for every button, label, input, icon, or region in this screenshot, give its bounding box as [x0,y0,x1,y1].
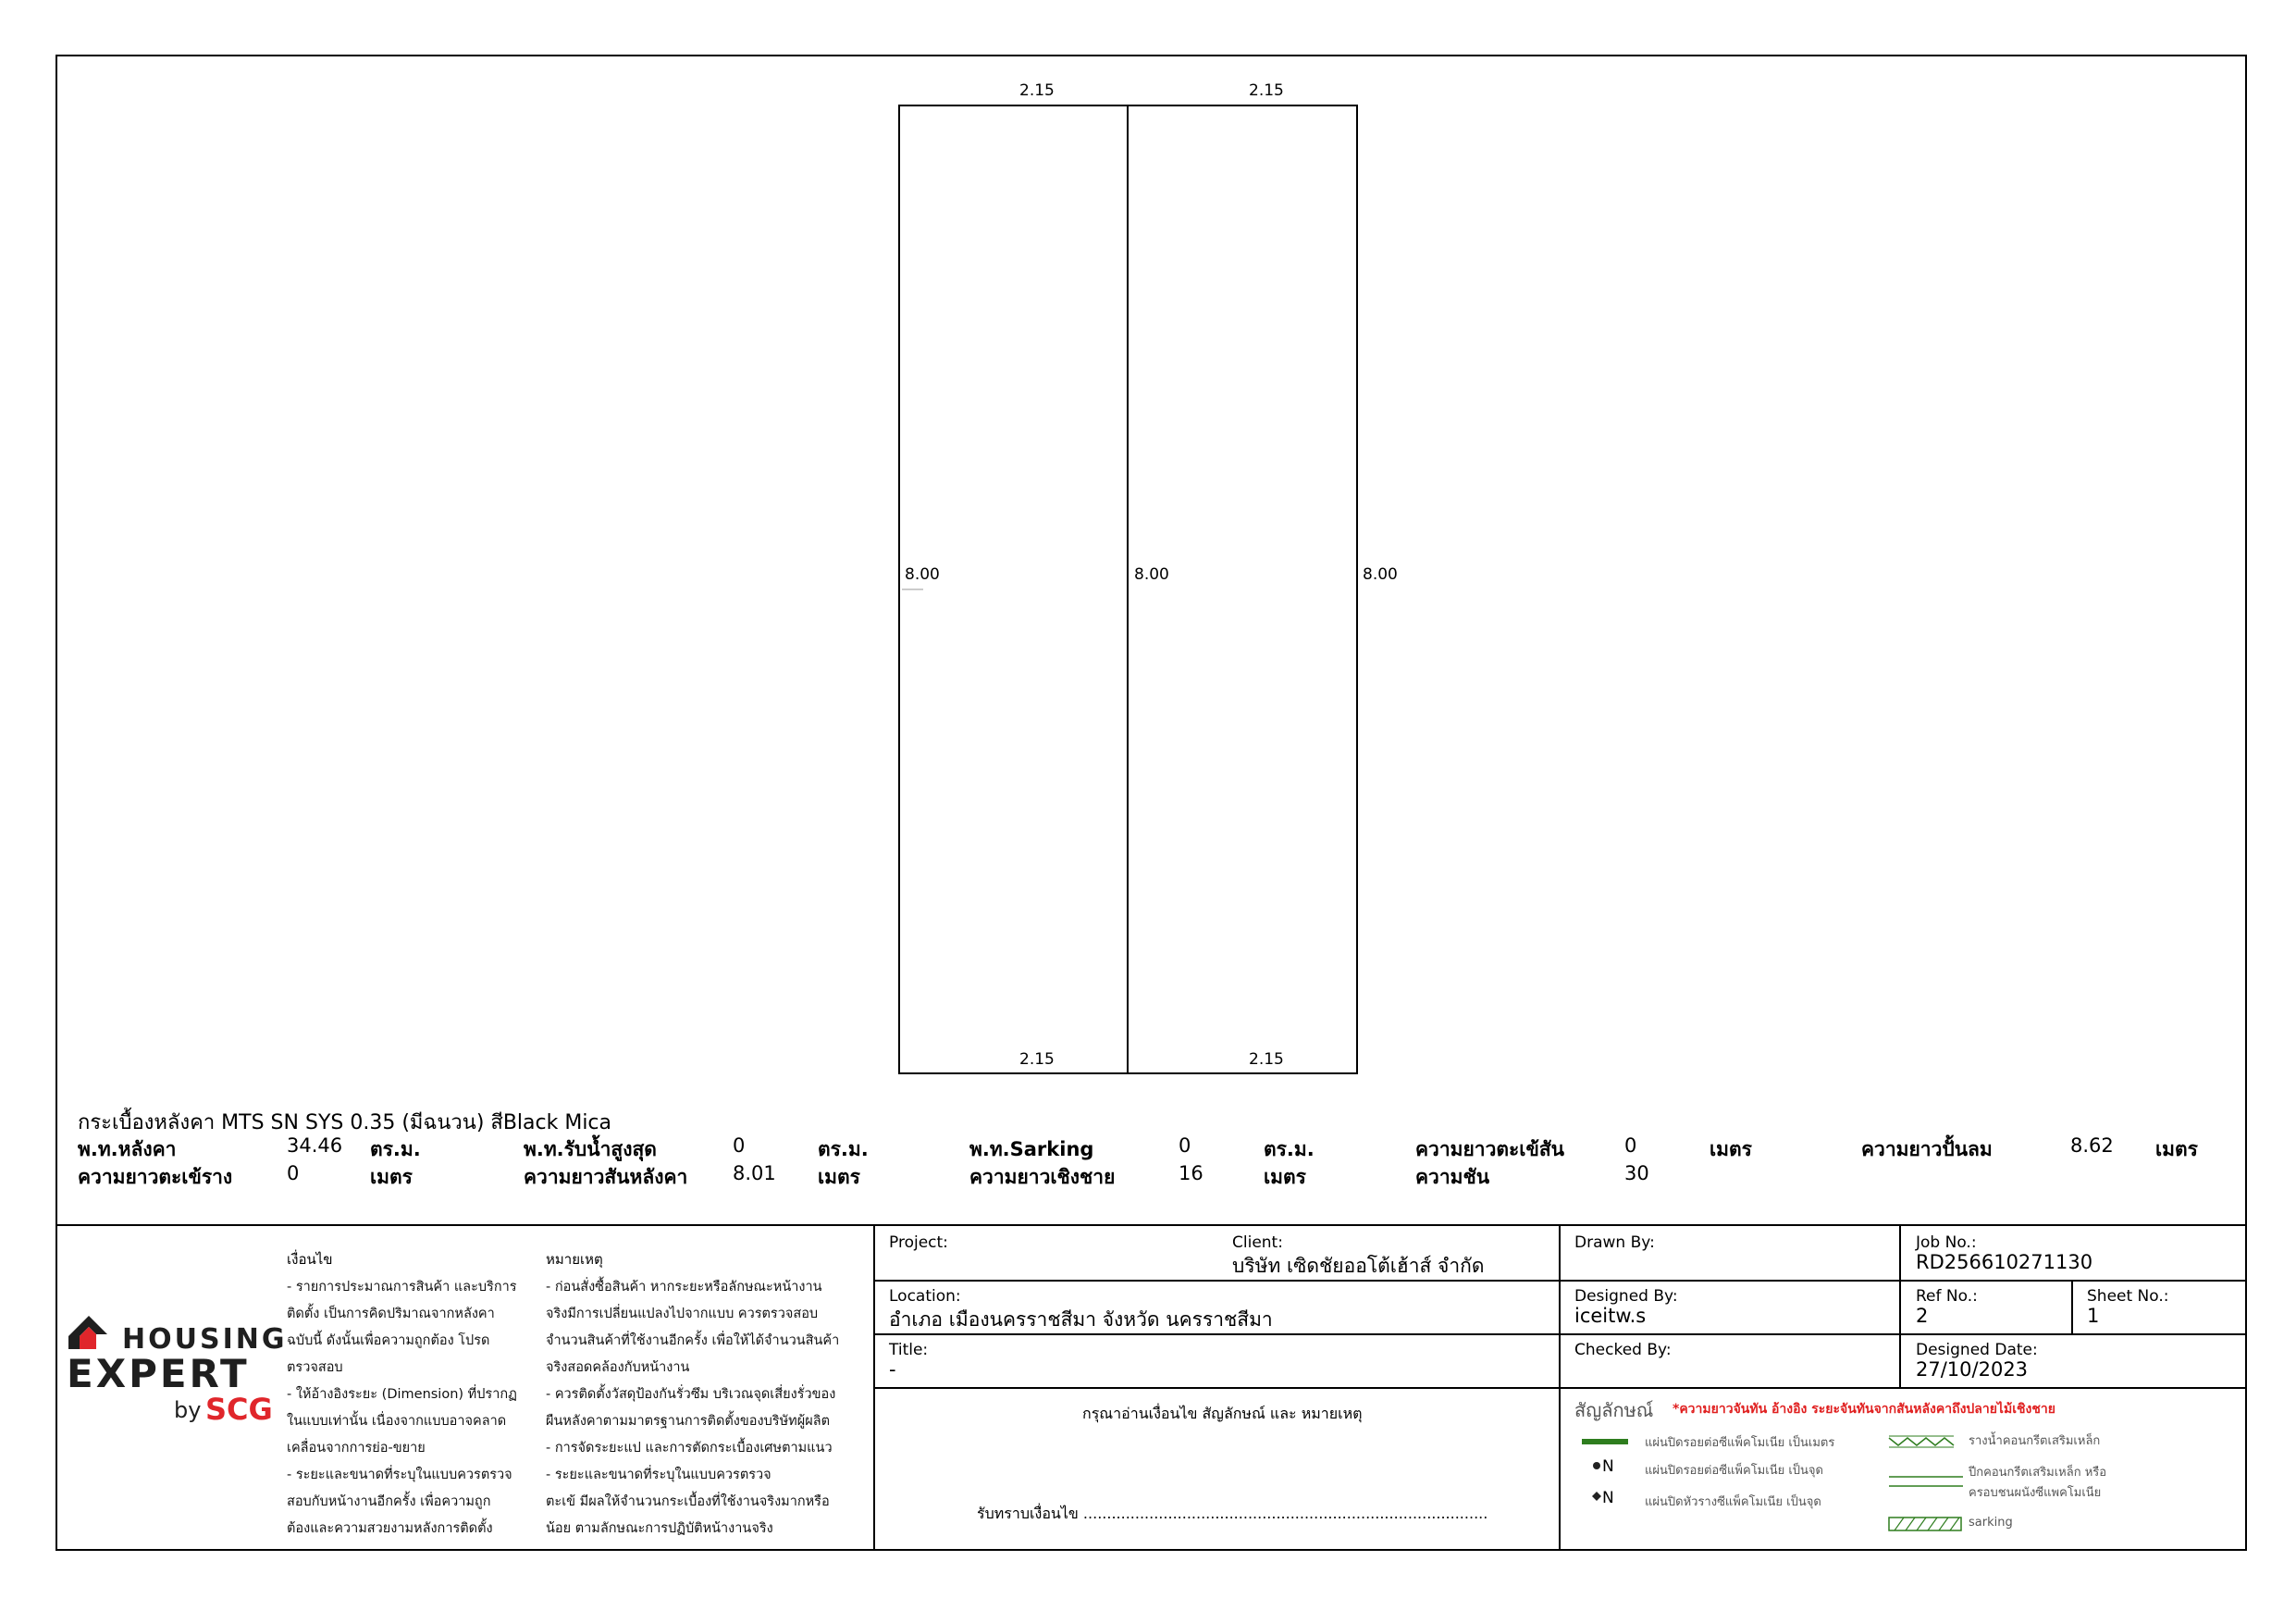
legend-note: *ความยาวจันทัน อ้างอิง ระยะจันทันจากสันหลังคาถึงปลายไม้เชิงชาย [1673,1402,2055,1417]
conditions-line: - ระยะและขนาดที่ระบุในแบบควรตรวจ [287,1468,512,1482]
designed-date-value: 27/10/2023 [1916,1358,2029,1381]
remarks-line: - ระยะและขนาดที่ระบุในแบบควรตรวจ [546,1468,772,1482]
dim-bottom-left: 2.15 [1019,1050,1055,1069]
stat-label: ความยาวสันหลังคา [524,1166,688,1188]
stat-label: พ.ท.รับน้ำสูงสุด [524,1138,657,1160]
legend-heading: สัญลักษณ์ [1574,1399,1654,1421]
conditions-line: ฉบับนี้ ดังนั้นเพื่อความถูกต้อง โปรด [287,1333,490,1348]
stat-unit: เมตร [2155,1138,2198,1160]
conditions-line: ติดตั้ง เป็นการคิดปริมาณจากหลังคา [287,1307,495,1321]
stat-unit: ตร.ม. [370,1138,421,1160]
sheet-no-label: Sheet No.: [2087,1287,2169,1306]
remarks-heading: หมายเหตุ [546,1251,603,1268]
legend-dot-icon [1593,1462,1600,1469]
location-label: Location: [889,1287,961,1306]
designed-date-label: Designed Date: [1916,1341,2038,1359]
conditions-heading: เงื่อนไข [287,1251,333,1268]
dim-top-right: 2.15 [1249,81,1284,100]
legend-marker-n: N [1602,1457,1614,1476]
stat-unit: เมตร [1264,1166,1306,1188]
stat-unit: ตร.ม. [818,1138,869,1160]
stat-label: ความยาวตะเข้ราง [78,1166,233,1188]
client-value: บริษัท เซิดชัยออโต้เฮ้าส์ จำกัด [1232,1255,1485,1277]
remarks-line: - ก่อนสั่งซื้อสินค้า หากระยะหรือลักษณะหน้างาน [546,1280,822,1295]
remarks-line: ตะเข้ มีผลให้จำนวนกระเบื้องที่ใช้งานจริงมากหรือ [546,1494,830,1509]
stat-unit: เมตร [818,1166,860,1188]
brand-expert: EXPERT [67,1351,250,1396]
stat-unit: เมตร [370,1166,413,1188]
brand-by: by [174,1397,202,1423]
stat-value: 16 [1179,1162,1204,1184]
location-value: อำเภอ เมืองนครราชสีมา จังหวัด นครราชสีมา [889,1308,1273,1331]
drawn-by-label: Drawn By: [1574,1233,1655,1252]
legend-item: แผ่นปิดรอยต่อซีแพ็คโมเนีย เป็นจุด [1645,1464,1823,1478]
sheet-no-value: 1 [2087,1305,2100,1327]
ref-no-label: Ref No.: [1916,1287,1978,1306]
conditions-line: ต้องและความสวยงามหลังการติดตั้ง [287,1521,493,1536]
stat-label: ความยาวเชิงชาย [969,1166,1116,1188]
job-no-label: Job No.: [1916,1233,1977,1252]
stat-label: ความชัน [1415,1166,1490,1188]
roof-material-title: กระเบื้องหลังคา MTS SN SYS 0.35 (มีฉนวน) สีBlack Mica [78,1111,612,1134]
legend-item: sarking [1969,1516,2013,1530]
stat-unit: เมตร [1710,1138,1752,1160]
legend-marker-n: N [1602,1489,1614,1507]
conditions-line: ตรวจสอบ [287,1360,343,1375]
stat-value: 0 [1624,1134,1637,1157]
remarks-line: น้อย ตามลักษณะการปฏิบัติหน้างานจริง [546,1521,773,1536]
stat-value: 30 [1624,1162,1649,1184]
stat-value: 8.01 [733,1162,776,1184]
brand-housing: HOUSING [122,1323,288,1356]
job-no-value: RD256610271130 [1916,1251,2093,1273]
stat-value: 8.62 [2070,1134,2114,1157]
conditions-line: ในแบบเท่านั้น เนื่องจากแบบอาจคลาด [287,1414,507,1429]
remarks-line: จริงสอดคล้องกับหน้างาน [546,1360,690,1375]
brand-scg: SCG [205,1392,273,1427]
designed-by-value: iceitw.s [1574,1305,1647,1327]
conditions-line: - รายการประมาณการสินค้า และบริการ [287,1280,517,1295]
remarks-line: จริงมีการเปลี่ยนแปลงไปจากแบบ ควรตรวจสอบ [546,1307,819,1321]
project-label: Project: [889,1233,948,1252]
stat-value: 0 [733,1134,746,1157]
ref-no-value: 2 [1916,1305,1929,1327]
stat-value: 34.46 [287,1134,343,1157]
remarks-line: ผืนหลังคาตามมาตรฐานการติดตั้งของบริษัทผู้ผลิต [546,1414,830,1429]
dim-side-right: 8.00 [1363,565,1398,584]
stat-value: 0 [287,1162,300,1184]
legend-zigzag-icon [1889,1438,1954,1445]
dim-bottom-right: 2.15 [1249,1050,1284,1069]
titleblock-divider [1899,1224,1901,1387]
title-label: Title: [889,1341,929,1359]
legend-item: ครอบชนผนังซีแพคโมเนีย [1969,1486,2102,1500]
remarks-line: จำนวนสินค้าที่ใช้งานอีกครั้ง เพื่อให้ได้จำนวนสินค้า [546,1333,840,1348]
remarks-line: - ควรติดตั้งวัสดุป้องกันรั่วซึม บริเวณจุดเสี่ยงรั่วของ [546,1387,836,1402]
titleblock-row-rule [873,1280,2247,1282]
legend-item: ปีกคอนกรีตเสริมเหล็ก หรือ [1969,1466,2107,1480]
housing-expert-roof-icon [67,1312,118,1353]
titleblock-divider [2071,1280,2073,1333]
legend-diamond-icon [1592,1492,1601,1501]
dim-top-left: 2.15 [1019,81,1055,100]
stat-label: พ.ท.หลังคา [78,1138,177,1160]
read-notice: กรุณาอ่านเงื่อนไข สัญลักษณ์ และ หมายเหตุ [1082,1405,1363,1422]
titleblock-top-rule [56,1224,2247,1226]
legend-item: แผ่นปิดรอยต่อซีแพ็คโมเนีย เป็นเมตร [1645,1436,1835,1450]
stat-label: ความยาวปั้นลม [1861,1138,1993,1160]
stat-unit: ตร.ม. [1264,1138,1315,1160]
legend-item: แผ่นปิดหัวรางซีแพ็คโมเนีย เป็นจุด [1645,1495,1821,1509]
conditions-line: เคลื่อนจากการย่อ-ขยาย [287,1441,426,1456]
dim-side-left: 8.00 [905,565,940,584]
acknowledge-line: รับทราบเงื่อนไข ...................................................................................... [977,1505,1488,1522]
remarks-line: - การจัดระยะแป และการตัดกระเบื้องเศษตามแนว [546,1441,833,1456]
stat-label: ความยาวตะเข้สัน [1415,1138,1564,1160]
title-value: - [889,1358,896,1381]
stat-label: พ.ท.Sarking [969,1138,1094,1160]
titleblock-row-rule [873,1387,2247,1389]
designed-by-label: Designed By: [1574,1287,1678,1306]
stat-value: 0 [1179,1134,1191,1157]
client-label: Client: [1232,1233,1283,1252]
legend-item: รางน้ำคอนกรีตเสริมเหล็ก [1969,1434,2101,1448]
conditions-line: - ให้อ้างอิงระยะ (Dimension) ที่ปรากฏ [287,1387,517,1402]
dim-side-middle: 8.00 [1134,565,1169,584]
checked-by-label: Checked By: [1574,1341,1672,1359]
conditions-line: สอบกับหน้างานอีกครั้ง เพื่อความถูก [287,1494,491,1509]
